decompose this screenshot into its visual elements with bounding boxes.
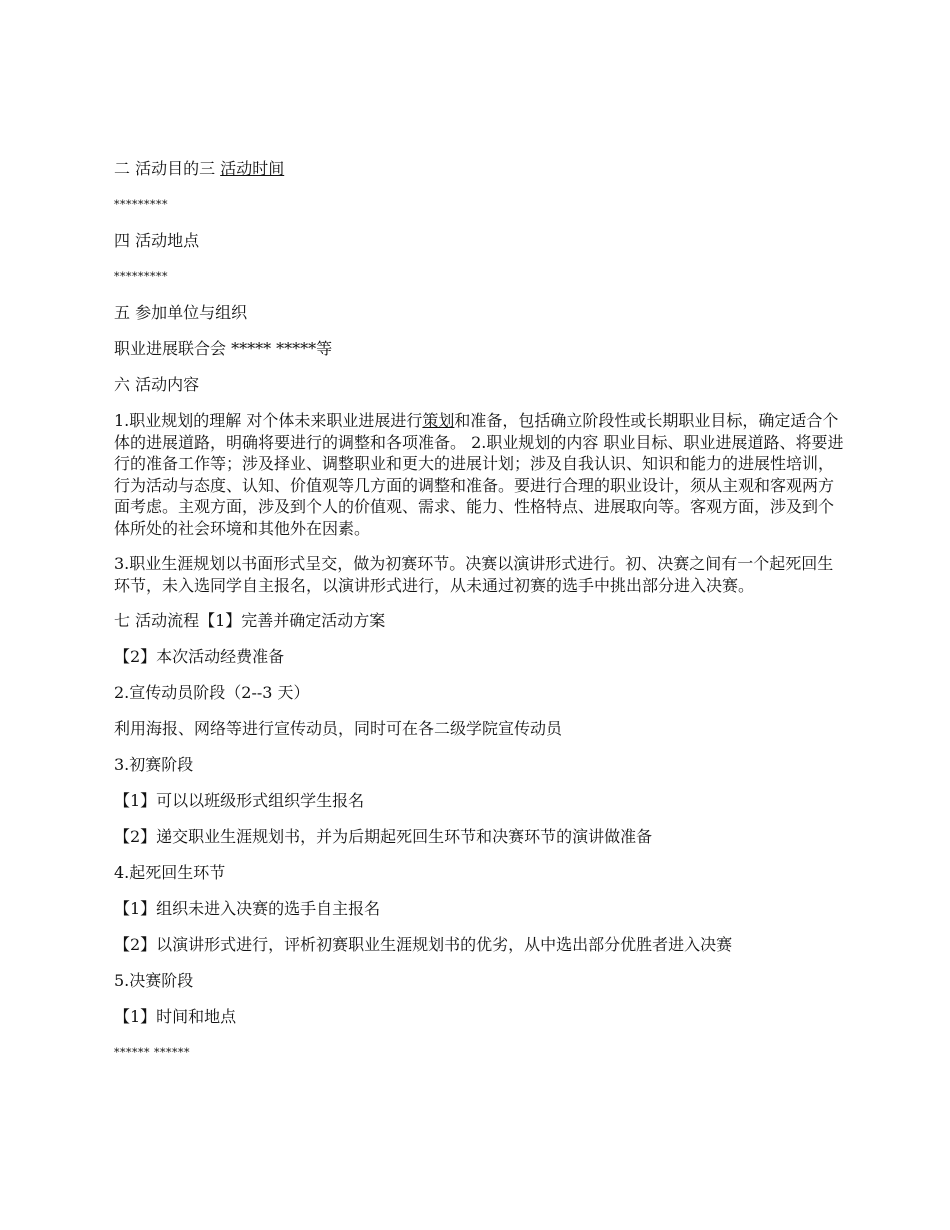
section-7-item-1-2: 【2】本次活动经费准备 xyxy=(114,647,285,666)
section-7-4-item-2: 【2】以演讲形式进行，评析初赛职业生涯规划书的优劣，从中选出部分优胜者进入决赛 xyxy=(114,935,733,954)
section-6-heading: 六 活动内容 xyxy=(114,375,200,394)
activity-time-link[interactable]: 活动时间 xyxy=(220,159,285,178)
document-page xyxy=(114,158,844,1078)
section-7-2-heading: 2.宣传动员阶段（2--3 天） xyxy=(114,683,310,702)
section-2-3-heading xyxy=(114,158,844,180)
section-7-5-heading: 5.决赛阶段 xyxy=(114,971,194,990)
section-7-4-item-1: 【1】组织未进入决赛的选手自主报名 xyxy=(114,899,381,918)
activity-time-value: ********* xyxy=(114,198,168,211)
section-6-p1-after: 和准备，包括确立阶段性或长期职业目标，确定适合个体的进展道路，明确将要进行的调整和各项准备。 2.职业规划的内容 职业目标、职业进展道路、将要进行的准备工作等；涉及择业、调整职业和更大的进展计划；涉及自我认识、知识和能力的进展性培训，行为活动与态度、认知、价值观等几方面的调整和准备。要进行合理的职业设计，须从主观和客观两方面考虑。主观方面，涉及到个人的价值观、需求、能力、性格特点、进展取向等。客观方面，涉及到个体所处的社会环境和其他外在因素。 xyxy=(114,411,844,538)
section-4-heading: 四 活动地点 xyxy=(114,231,200,250)
activity-place-value: ********* xyxy=(114,270,168,283)
section-7-5-item-1: 【1】时间和地点 xyxy=(114,1007,237,1026)
section-7-4-heading: 4.起死回生环节 xyxy=(114,863,226,882)
section-7-heading: 七 活动流程【1】完善并确定活动方案 xyxy=(114,611,386,630)
section-5-heading: 五 参加单位与组织 xyxy=(114,303,248,322)
section-2-3-prefix: 二 活动目的三 xyxy=(114,159,221,178)
section-5-body: 职业进展联合会 ***** *****等 xyxy=(114,339,333,358)
section-6-paragraph-2: 3.职业生涯规划以书面形式呈交，做为初赛环节。决赛以演讲形式进行。初、决赛之间有一个起死回生环节，未入选同学自主报名，以演讲形式进行，从未通过初赛的选手中挑出部分进入决赛。 xyxy=(114,554,834,595)
section-7-2-body: 利用海报、网络等进行宣传动员，同时可在各二级学院宣传动员 xyxy=(114,719,563,738)
final-time-place-value: ****** ****** xyxy=(114,1046,190,1059)
section-7-3-item-1: 【1】可以以班级形式组织学生报名 xyxy=(114,791,365,810)
section-6-paragraph-1 xyxy=(114,410,844,539)
section-7-3-item-2: 【2】递交职业生涯规划书，并为后期起死回生环节和决赛环节的演讲做准备 xyxy=(114,827,653,846)
planning-link[interactable]: 策划 xyxy=(422,411,455,430)
section-6-p1-before: 1.职业规划的理解 对个体未来职业进展进行 xyxy=(114,411,423,430)
section-7-3-heading: 3.初赛阶段 xyxy=(114,755,194,774)
